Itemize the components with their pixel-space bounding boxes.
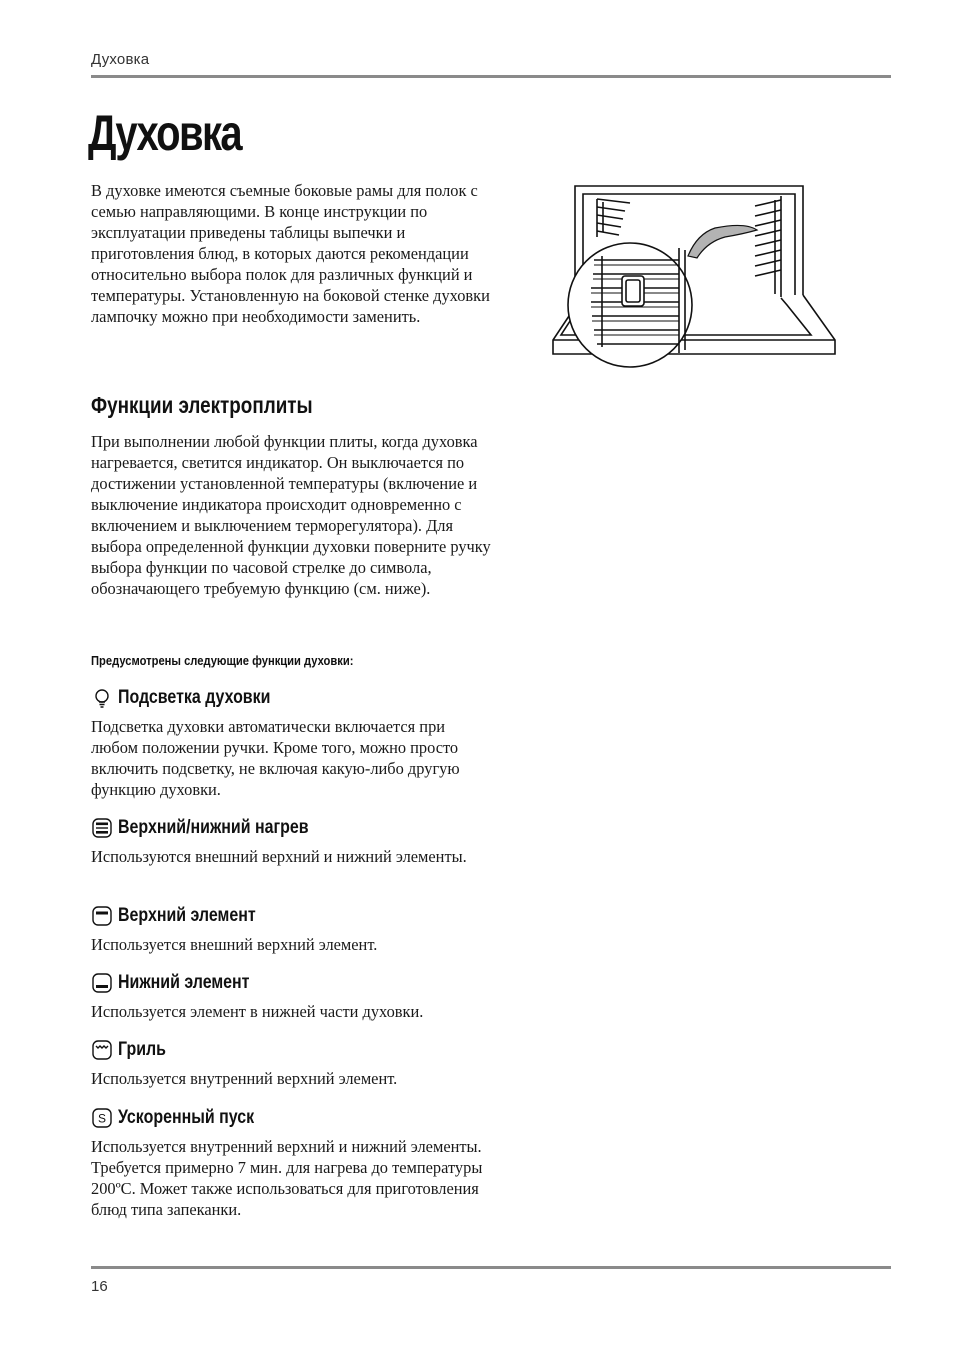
function-description: Используется внутренний верхний элемент. <box>91 1069 398 1088</box>
top-bottom-heat-icon <box>91 817 113 839</box>
function-top-heat <box>91 904 491 955</box>
lamp-icon <box>91 687 113 709</box>
function-grill <box>91 1038 491 1089</box>
functions-subheading: Предусмотрены следующие функции духовки: <box>91 653 354 668</box>
section-paragraph: При выполнении любой функции плиты, когда духовка нагревается, светится индикатор. Он выключается по достижении установленной температуры (включение и выключение индикатора происходит одновременно с включением и выключением терморегулятора). Для выбора определенной функции духовки поверните ручку выбора функции по часовой стрелке до символа, обозначающего требуемую функцию (см. ниже). <box>91 432 491 598</box>
function-description: Подсветка духовки автоматически включается при любом положении ручки. Кроме того, можно просто включить подсветку, не включая какую-либо другую функцию духовки. <box>91 717 460 799</box>
intro-paragraph: В духовке имеются съемные боковые рамы для полок с семью направляющими. В конце инструкции по эксплуатации приведены таблицы выпечки и приготовления блюд, в которых даются рекомендации относительно выбора полок для различных функций и температуры. Установленную на боковой стенке духовки лампочку можно при необходимости заменить. <box>91 181 490 326</box>
function-title: Верхний/нижний нагрев <box>118 817 309 838</box>
footer-divider <box>91 1266 891 1269</box>
section-title: Функции электроплиты <box>91 392 313 418</box>
function-top-bottom-heat <box>91 816 491 867</box>
fast-start-letter: S <box>97 1111 107 1126</box>
function-description: Используются внешний верхний и нижний элементы. <box>91 847 467 866</box>
function-description: Используется элемент в нижней части духовки. <box>91 1002 424 1021</box>
bottom-heat-icon <box>91 972 113 994</box>
page-number: 16 <box>91 1278 108 1295</box>
function-oven-light <box>91 686 491 800</box>
top-heat-icon <box>91 905 113 927</box>
function-description: Используется внешний верхний элемент. <box>91 935 378 954</box>
function-fast-start <box>91 1106 491 1220</box>
function-title: Подсветка духовки <box>118 687 271 708</box>
oven-shelf-illustration <box>545 182 840 377</box>
function-bottom-heat <box>91 971 491 1022</box>
function-title: Верхний элемент <box>118 905 256 926</box>
fast-start-icon <box>91 1107 113 1129</box>
function-title: Нижний элемент <box>118 972 250 993</box>
running-header: Духовка <box>91 51 150 68</box>
header-divider <box>91 75 891 78</box>
grill-icon <box>91 1039 113 1061</box>
page-title: Духовка <box>88 105 242 161</box>
function-description: Используется внутренний верхний и нижний элементы. Требуется примерно 7 мин. для нагрева до температуры 200ºС. Может также использоваться для приготовления блюд типа запеканки. <box>91 1137 483 1219</box>
function-title: Гриль <box>118 1039 166 1060</box>
function-title: Ускоренный пуск <box>118 1107 255 1128</box>
